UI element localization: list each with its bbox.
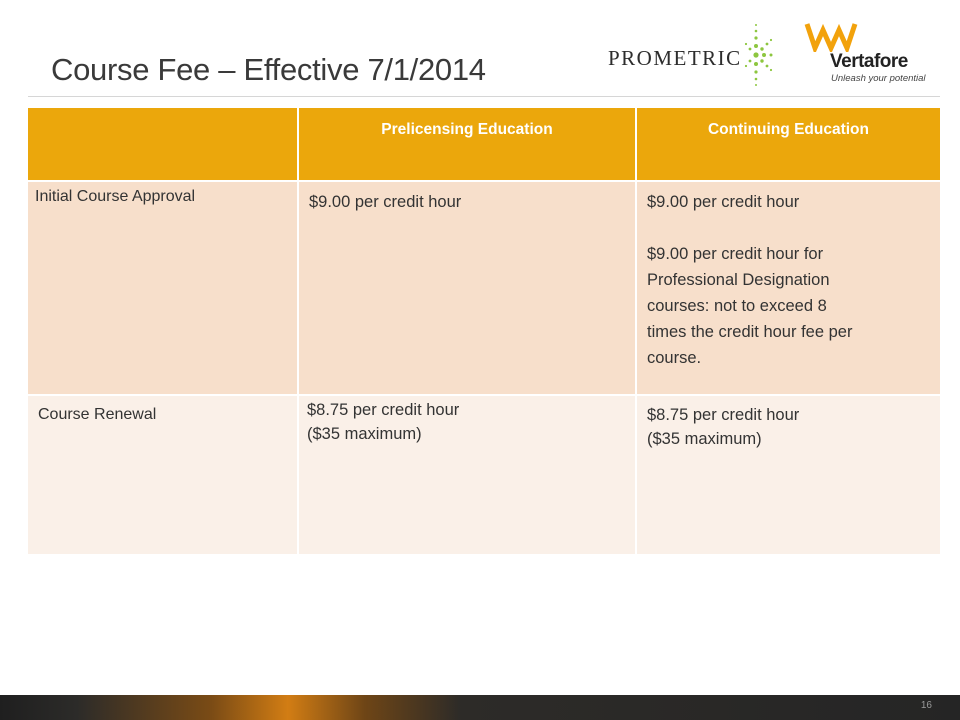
prometric-burst-icon [736, 22, 776, 88]
renewal-prelicensing-fee [307, 398, 459, 446]
row-label-renewal: Course Renewal [38, 406, 157, 423]
vertafore-mark-icon [804, 22, 860, 52]
fee-line: course. [647, 349, 702, 367]
fee-line: $8.75 per credit hour [307, 401, 460, 419]
fee-line: $9.00 per credit hour [309, 193, 462, 211]
vertafore-tagline: Unleash your potential [831, 73, 926, 84]
slide-title: Course Fee – Effective 7/1/2014 [51, 52, 486, 87]
table-header-continuing: Continuing Education [635, 108, 940, 182]
initial-approval-continuing-cell [635, 182, 940, 396]
initial-approval-continuing-fee [647, 189, 852, 371]
fee-line: ($35 maximum) [647, 430, 762, 448]
initial-approval-prelicensing-cell [297, 182, 635, 396]
renewal-continuing-cell [635, 396, 940, 556]
slide-number: 16 [920, 700, 932, 711]
row-label-renewal-cell [28, 396, 297, 556]
vertafore-logo [804, 22, 934, 86]
table-header-prelicensing: Prelicensing Education [297, 108, 635, 182]
fee-line: times the credit hour fee per [647, 323, 853, 341]
renewal-continuing-fee [647, 403, 799, 451]
prometric-wordmark: PROMETRIC [608, 46, 742, 70]
renewal-prelicensing-cell [297, 396, 635, 556]
initial-approval-prelicensing-fee [309, 189, 461, 215]
fee-line: courses: not to exceed 8 [647, 297, 827, 315]
footer-bar [0, 695, 960, 720]
prometric-logo [606, 22, 776, 88]
fee-line: $9.00 per credit hour for [647, 245, 824, 263]
fee-line: $8.75 per credit hour [647, 406, 800, 424]
row-label-initial-approval: Initial Course Approval [35, 188, 196, 205]
course-fee-table [28, 108, 940, 556]
vertafore-wordmark: Vertafore [830, 51, 908, 72]
fee-line: $9.00 per credit hour [647, 193, 800, 211]
row-label-initial-approval-cell [28, 182, 297, 396]
table-header-blank [28, 108, 297, 182]
fee-line-spacer [647, 215, 852, 241]
title-divider [28, 96, 940, 97]
fee-line: Professional Designation [647, 271, 830, 289]
fee-line: ($35 maximum) [307, 425, 422, 443]
